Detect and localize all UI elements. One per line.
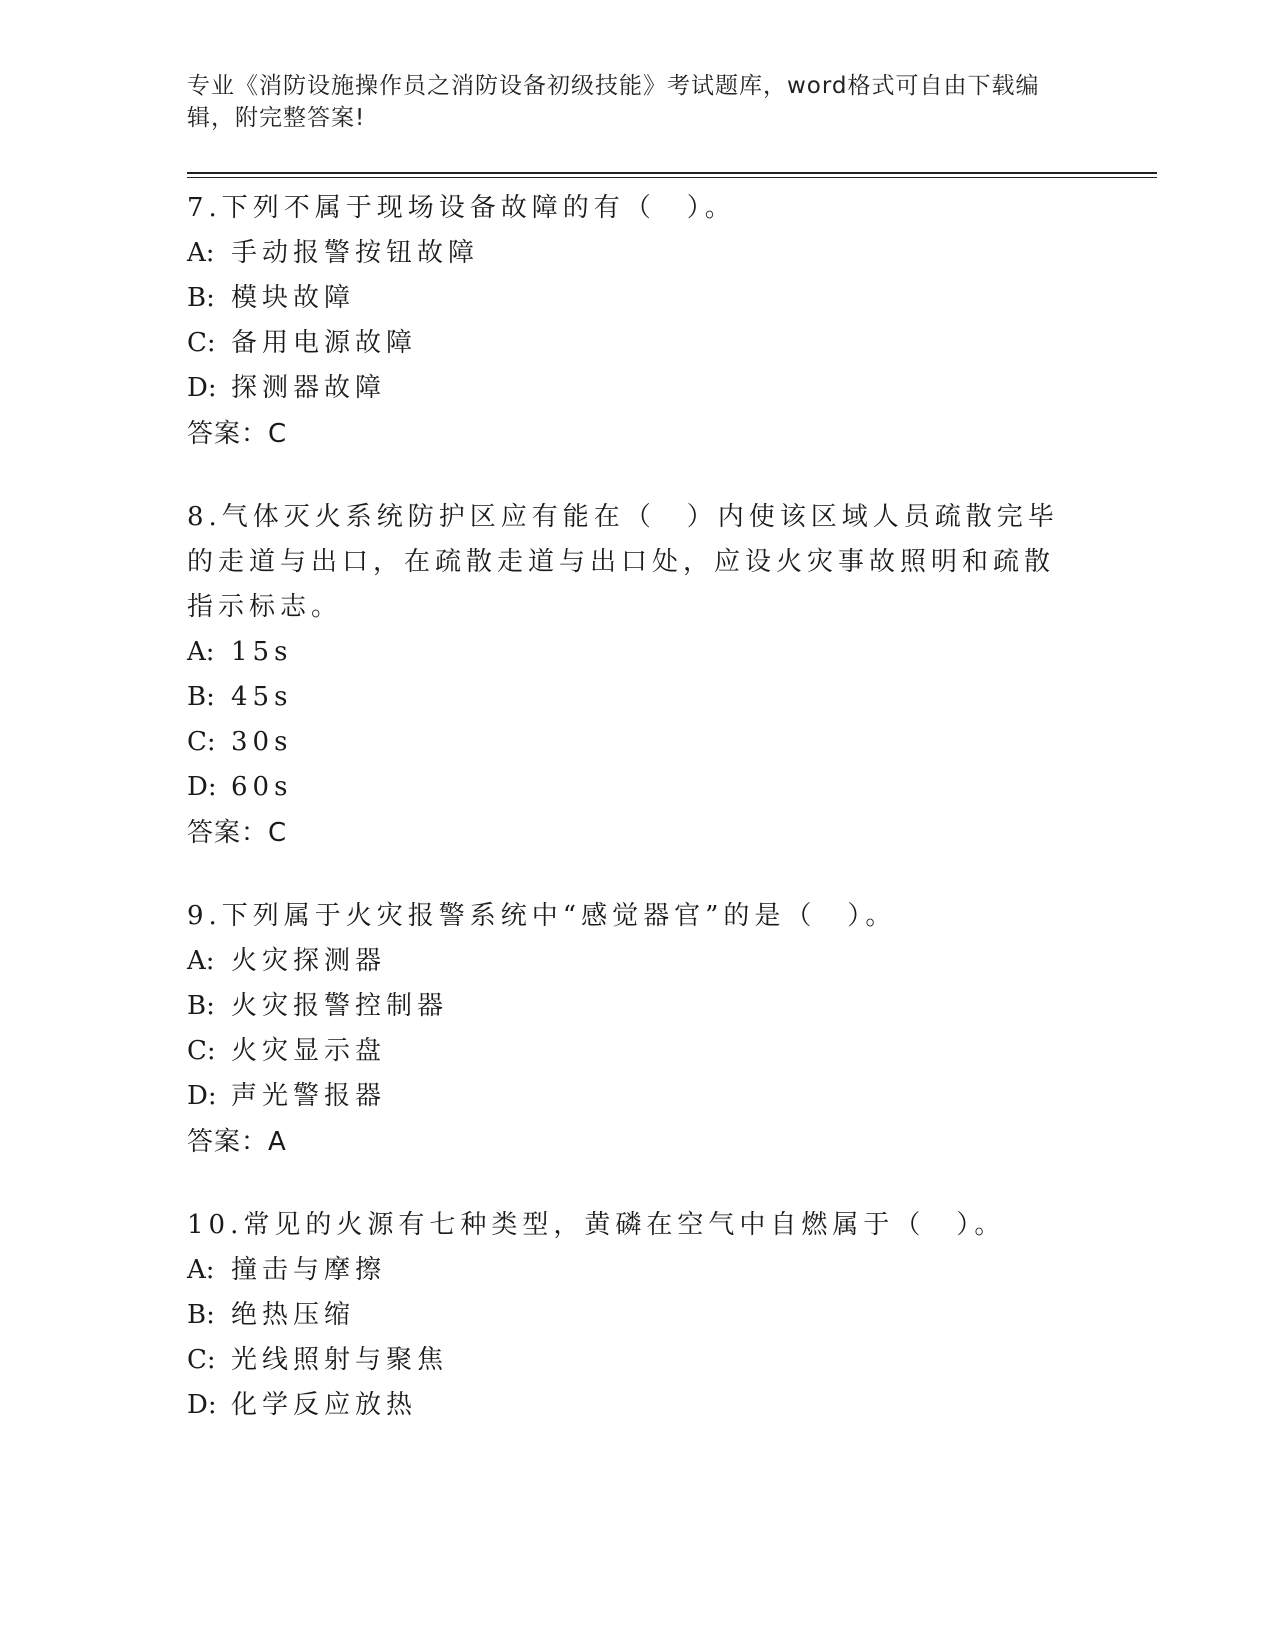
option-text: 模块故障 <box>231 283 356 313</box>
question-9 <box>187 894 1157 1165</box>
option-key: A: <box>187 1255 215 1285</box>
option-key: A: <box>187 637 215 667</box>
option-d <box>187 765 1157 810</box>
question-stem: 8.气体灭火系统防护区应有能在（ ）内使该区域人员疏散完毕的走道与出口，在疏散走道与出口处，应设火灾事故照明和疏散指示标志。 <box>187 502 1059 622</box>
option-text: 化学反应放热 <box>231 1390 418 1420</box>
option-text: 撞击与摩擦 <box>231 1255 387 1285</box>
option-a <box>187 1248 1157 1293</box>
question-8 <box>187 495 1157 856</box>
option-key: C: <box>187 328 216 358</box>
option-text: 探测器故障 <box>231 373 387 403</box>
answer-line: 答案：A <box>187 1127 287 1157</box>
option-text: 声光警报器 <box>231 1081 387 1111</box>
option-a <box>187 231 1157 276</box>
question-stem: 7.下列不属于现场设备故障的有（ ）。 <box>187 193 736 223</box>
option-c <box>187 321 1157 366</box>
option-key: A: <box>187 238 215 268</box>
option-b <box>187 1293 1157 1338</box>
document-header: 专业《消防设施操作员之消防设备初级技能》考试题库，word格式可自由下载编辑，附完整答案! <box>187 73 1040 131</box>
option-text: 备用电源故障 <box>231 328 418 358</box>
option-a <box>187 630 1157 675</box>
option-key: C: <box>187 1036 216 1066</box>
answer-line: 答案：C <box>187 818 288 848</box>
header-divider <box>187 172 1157 178</box>
option-b <box>187 276 1157 321</box>
answer-line: 答案：C <box>187 419 288 449</box>
option-key: C: <box>187 1345 216 1375</box>
option-key: D: <box>187 373 217 403</box>
option-key: C: <box>187 727 216 757</box>
option-d <box>187 1383 1157 1428</box>
question-10 <box>187 1203 1157 1428</box>
option-text: 火灾探测器 <box>231 946 387 976</box>
option-a <box>187 939 1157 984</box>
question-stem: 9.下列属于火灾报警系统中“感觉器官”的是（ ）。 <box>187 901 897 931</box>
option-b <box>187 984 1157 1029</box>
option-key: D: <box>187 772 217 802</box>
option-c <box>187 720 1157 765</box>
option-text: 绝热压缩 <box>231 1300 356 1330</box>
option-key: A: <box>187 946 215 976</box>
option-key: D: <box>187 1390 217 1420</box>
option-text: 手动报警按钮故障 <box>231 238 480 268</box>
option-d <box>187 366 1157 411</box>
document-page <box>187 70 1157 1466</box>
option-key: B: <box>187 283 215 313</box>
option-key: D: <box>187 1081 217 1111</box>
option-b <box>187 675 1157 720</box>
option-c <box>187 1338 1157 1383</box>
question-list <box>187 186 1157 1428</box>
option-key: B: <box>187 991 215 1021</box>
option-text: 15s <box>231 637 293 667</box>
option-text: 火灾显示盘 <box>231 1036 387 1066</box>
option-text: 30s <box>231 727 293 757</box>
option-text: 60s <box>231 772 293 802</box>
option-c <box>187 1029 1157 1074</box>
question-stem: 10.常见的火源有七种类型，黄磷在空气中自燃属于（ ）。 <box>187 1210 1006 1240</box>
option-text: 光线照射与聚焦 <box>231 1345 449 1375</box>
option-d <box>187 1074 1157 1119</box>
option-key: B: <box>187 682 215 712</box>
option-text: 45s <box>231 682 293 712</box>
option-key: B: <box>187 1300 215 1330</box>
option-text: 火灾报警控制器 <box>231 991 449 1021</box>
question-7 <box>187 186 1157 457</box>
